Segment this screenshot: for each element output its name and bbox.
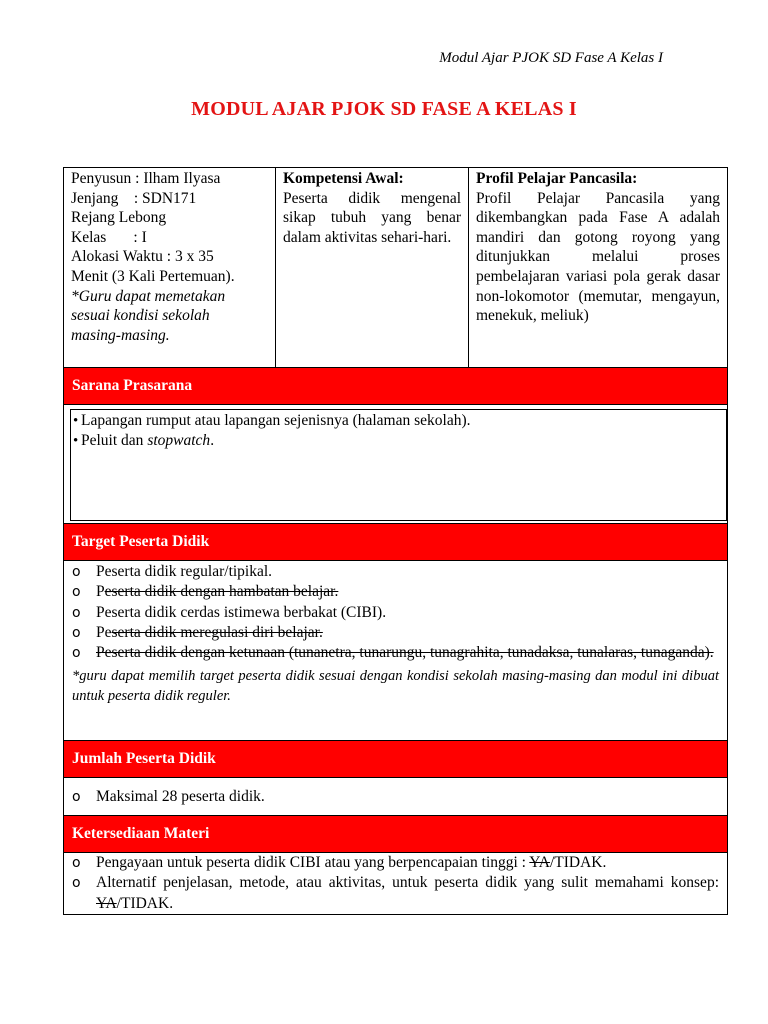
sarana-list [73, 411, 724, 451]
circle-bullet-icon: o [72, 624, 81, 641]
target-item-struck: eserta didik dengan hambatan belajar. [104, 583, 339, 601]
materi-item-text [96, 873, 727, 914]
jumlah-heading: Jumlah Peserta Didik [72, 750, 216, 767]
list-item [64, 623, 727, 643]
target-item-text [96, 623, 727, 643]
circle-bullet-icon: o [72, 875, 81, 892]
list-item [64, 853, 727, 873]
sarana-item-prefix: Peluit dan [81, 432, 148, 449]
circle-bullet-icon: o [72, 564, 81, 580]
class-line: Kelas : I [71, 228, 147, 246]
author-line: Penyusun : Ilham Ilyasa [71, 170, 221, 187]
list-item [73, 411, 724, 431]
sarana-item-text [81, 431, 214, 451]
bullet-icon: • [73, 413, 79, 429]
target-item-struck: serta didik meregulasi diri belajar. [111, 623, 323, 641]
level-line: Jenjang : SDN171 [71, 189, 197, 207]
pancasila-profile-heading: Profil Pelajar Pancasila: [476, 170, 638, 187]
target-item-lead: P [96, 583, 105, 601]
running-head: Modul Ajar PJOK SD Fase A Kelas I [439, 50, 663, 66]
materi-item-ya: YA [96, 894, 117, 912]
target-item-text [96, 582, 727, 602]
target-item-text: Peserta didik cerdas istimewa berbakat (CIBI). [96, 603, 387, 621]
target-item-lead: Pe [96, 623, 112, 641]
materi-item-body: Pengayaan untuk peserta didik CIBI atau yang berpencapaian tinggi : [96, 854, 530, 871]
sarana-heading: Sarana Prasarana [72, 377, 193, 394]
sarana-item-suffix: . [210, 432, 215, 449]
materi-section [64, 853, 727, 914]
school-line: Rejang Lebong [71, 209, 167, 227]
sarana-box [70, 409, 727, 521]
sarana-section [64, 409, 727, 524]
sarana-item-italic: stopwatch [147, 432, 211, 449]
note-line-3: masing-masing. [71, 326, 170, 344]
pancasila-profile-cell [469, 168, 727, 367]
target-heading-bar [64, 524, 727, 561]
list-item [64, 603, 727, 623]
module-table [63, 167, 728, 915]
list-item [64, 562, 727, 582]
circle-bullet-icon: o [72, 604, 81, 621]
circle-bullet-icon: o [72, 645, 81, 662]
note-line-1: *Guru dapat memetakan [71, 287, 226, 305]
jumlah-list [64, 787, 727, 807]
list-item [64, 787, 727, 807]
jumlah-item-text: Maksimal 28 peserta didik. [96, 788, 265, 805]
list-item [64, 873, 727, 914]
initial-competence-cell [276, 168, 469, 367]
jumlah-section [64, 778, 727, 816]
time-line: Alokasi Waktu : 3 x 35 [71, 248, 214, 266]
materi-list [64, 853, 727, 914]
initial-competence-heading: Kompetensi Awal: [283, 170, 404, 187]
sarana-heading-bar [64, 368, 727, 405]
jumlah-heading-bar [64, 741, 727, 778]
materi-item-text [96, 853, 727, 873]
initial-competence-text: Peserta didik mengenal sikap tubuh yang benar dalam aktivitas sehari-hari. [283, 189, 461, 246]
materi-heading-bar [64, 816, 727, 853]
target-heading: Target Peserta Didik [72, 533, 210, 550]
materi-item-tidak: /TIDAK. [549, 854, 607, 871]
circle-bullet-icon: o [72, 855, 81, 871]
info-row [64, 168, 727, 368]
document-title: MODUL AJAR PJOK SD FASE A KELAS I [191, 98, 577, 120]
circle-bullet-icon: o [72, 789, 81, 805]
materi-item-tidak: /TIDAK. [116, 894, 174, 912]
author-info-cell [64, 168, 276, 367]
target-section [64, 561, 727, 741]
target-note: *guru dapat memilih target peserta didik sesuai dengan kondisi sekolah masing-masing dan modul ini dibuat untuk peserta didik reguler. [72, 668, 719, 704]
target-item-text: Peserta didik regular/tipikal. [96, 563, 273, 580]
materi-item-body: Alternatif penjelasan, metode, atau aktivitas, untuk peserta didik yang sulit memahami konsep: [96, 874, 719, 892]
bullet-icon: • [73, 433, 79, 449]
materi-heading: Ketersediaan Materi [72, 825, 210, 842]
sarana-item-text: Lapangan rumput atau lapangan sejenisnya (halaman sekolah). [81, 412, 471, 429]
pancasila-profile-text: Profil Pelajar Pancasila yang dikembangkan pada Fase A adalah mandiri dan gotong royong yang ditunjukkan melalui proses pembelajaran variasi pola gerak dasar non-lokomotor (memutar, mengayun, menekuk, meliuk) [476, 189, 720, 325]
list-item [73, 431, 724, 451]
target-list [64, 562, 727, 663]
list-item [64, 582, 727, 602]
list-item [64, 643, 727, 663]
meeting-line: Menit (3 Kali Pertemuan). [71, 267, 235, 285]
note-line-2: sesuai kondisi sekolah [71, 307, 210, 325]
materi-item-ya: YA [529, 854, 550, 871]
circle-bullet-icon: o [72, 584, 81, 601]
target-item-struck: Peserta didik dengan ketunaan (tunanetra, tunarungu, tunagrahita, tunadaksa, tunalaras, tunaganda). [96, 644, 714, 662]
